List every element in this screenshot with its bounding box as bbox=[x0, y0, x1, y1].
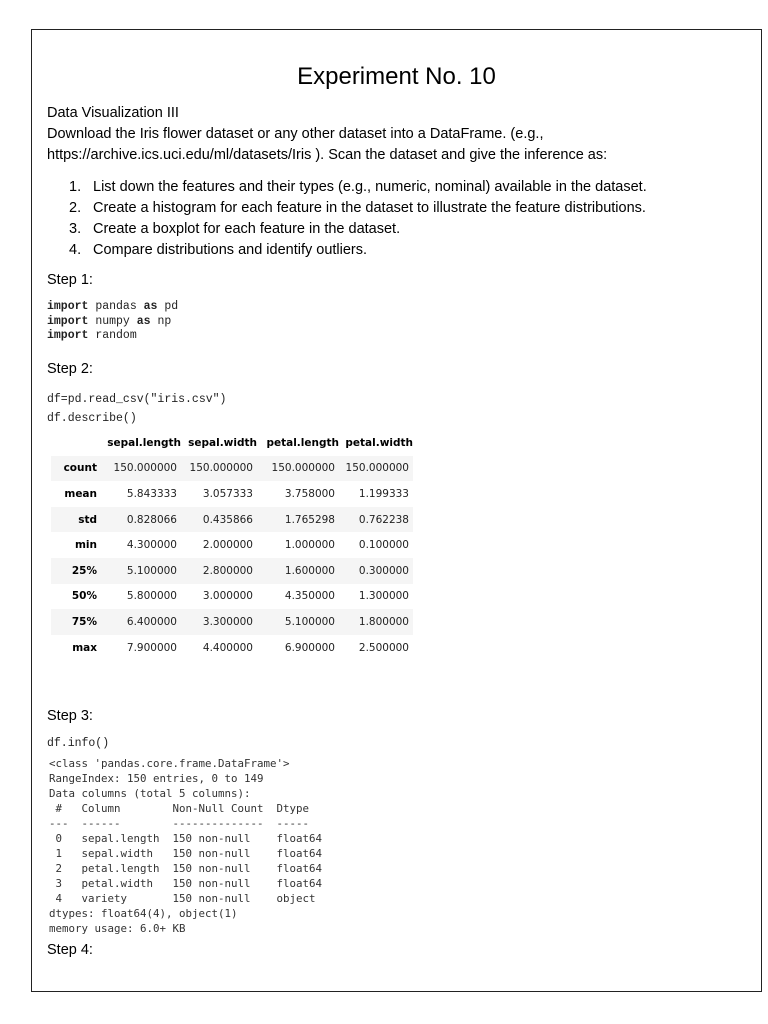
task-text: List down the features and their types (e.g., numeric, nominal) available in the dataset. bbox=[93, 179, 647, 195]
table-cell: 5.100000 bbox=[126, 564, 177, 577]
column-header: sepal.width bbox=[188, 436, 257, 449]
table-cell: 2.800000 bbox=[202, 564, 253, 577]
code-keyword: import bbox=[47, 314, 89, 328]
table-row bbox=[51, 456, 413, 482]
table-cell: 1.800000 bbox=[358, 615, 409, 628]
table-cell: 1.600000 bbox=[284, 564, 335, 577]
task-list bbox=[47, 177, 647, 261]
table-cell: 0.100000 bbox=[358, 539, 409, 552]
row-label: 25% bbox=[71, 564, 97, 577]
table-header-row bbox=[51, 430, 413, 456]
table-cell: 2.000000 bbox=[202, 539, 253, 552]
table-cell: 150.000000 bbox=[345, 462, 409, 475]
table-row bbox=[51, 584, 413, 610]
table-cell: 1.300000 bbox=[358, 590, 409, 603]
task-text: Create a histogram for each feature in the dataset to illustrate the feature distributions. bbox=[93, 200, 646, 216]
info-output: <class 'pandas.core.frame.DataFrame'> RangeIndex: 150 entries, 0 to 149 Data columns (total 5 columns): # Column Non-Null Count Dtype --- ------ -------------- ----- 0 sepal.length 150 non-null float64 1 sepal.width 150 non-null float64 2 petal.length 150 non-null float64 3 petal.width 150 non-null float64 4 variety 150 non-null object dtypes: float64(4), object(1) memory usage: 6.0+ KB bbox=[49, 757, 323, 935]
table-cell: 4.400000 bbox=[202, 641, 253, 654]
table-cell: 6.900000 bbox=[284, 641, 335, 654]
table-row bbox=[51, 609, 413, 635]
table-cell: 6.400000 bbox=[126, 615, 177, 628]
table-cell: 0.300000 bbox=[358, 564, 409, 577]
task-item bbox=[47, 177, 647, 198]
column-header: petal.length bbox=[266, 436, 339, 449]
section-subtitle: Data Visualization III bbox=[47, 105, 179, 121]
table-cell: 3.000000 bbox=[202, 590, 253, 603]
table-row bbox=[51, 532, 413, 558]
step-1-code bbox=[47, 300, 178, 344]
table-cell: 150.000000 bbox=[113, 462, 177, 475]
code-keyword: as bbox=[143, 300, 158, 313]
table-corner bbox=[51, 430, 105, 456]
task-number: 3. bbox=[69, 221, 82, 237]
table-cell: 4.300000 bbox=[126, 539, 177, 552]
describe-table bbox=[51, 430, 413, 660]
code-keyword: import bbox=[47, 300, 89, 313]
table-row bbox=[51, 635, 413, 661]
table-cell: 3.300000 bbox=[202, 615, 253, 628]
table-cell: 1.765298 bbox=[284, 513, 335, 526]
code-text: numpy bbox=[88, 314, 137, 328]
step-3-label: Step 3: bbox=[47, 708, 93, 724]
table-cell: 1.000000 bbox=[284, 539, 335, 552]
table-cell: 1.199333 bbox=[358, 487, 409, 500]
column-header: sepal.length bbox=[107, 436, 181, 449]
table-cell: 2.500000 bbox=[358, 641, 409, 654]
step-2-label: Step 2: bbox=[47, 361, 93, 377]
table-cell: 0.762238 bbox=[358, 513, 409, 526]
task-text: Compare distributions and identify outliers. bbox=[93, 242, 368, 258]
table-row bbox=[51, 558, 413, 584]
step-4-label: Step 4: bbox=[47, 942, 93, 958]
intro-line-1: Download the Iris flower dataset or any other dataset into a DataFrame. (e.g., bbox=[47, 126, 544, 142]
code-text: random bbox=[88, 329, 137, 342]
table-cell: 3.057333 bbox=[202, 487, 253, 500]
table-row bbox=[51, 507, 413, 533]
row-label: min bbox=[74, 539, 97, 552]
code-text: pd bbox=[157, 300, 179, 313]
row-label: std bbox=[78, 513, 97, 526]
document-title: Experiment No. 10 bbox=[297, 63, 496, 90]
task-number: 1. bbox=[69, 179, 82, 195]
row-label: max bbox=[72, 641, 97, 654]
row-label: count bbox=[63, 462, 97, 475]
step-3-code: df.info() bbox=[47, 737, 110, 750]
table-cell: 5.800000 bbox=[126, 590, 177, 603]
code-text: np bbox=[150, 314, 172, 328]
table-cell: 7.900000 bbox=[126, 641, 177, 654]
row-label: 75% bbox=[71, 615, 97, 628]
code-keyword: as bbox=[136, 314, 151, 328]
table-row bbox=[51, 481, 413, 507]
intro-line-2: https://archive.ics.uci.edu/ml/datasets/Iris ). Scan the dataset and give the inference as: bbox=[47, 147, 608, 163]
task-number: 2. bbox=[69, 200, 82, 216]
task-item bbox=[47, 219, 647, 240]
table-cell: 5.100000 bbox=[284, 615, 335, 628]
row-label: mean bbox=[64, 487, 97, 500]
table-cell: 150.000000 bbox=[189, 462, 253, 475]
table-cell: 3.758000 bbox=[284, 487, 335, 500]
step-2-code: df=pd.read_csv("iris.csv") df.describe() bbox=[47, 393, 227, 425]
table-cell: 0.435866 bbox=[202, 513, 253, 526]
task-number: 4. bbox=[69, 242, 82, 258]
column-header: petal.width bbox=[345, 436, 413, 449]
table-cell: 5.843333 bbox=[126, 487, 177, 500]
step-1-label: Step 1: bbox=[47, 272, 93, 288]
task-item bbox=[47, 240, 647, 261]
code-text: pandas bbox=[88, 300, 144, 313]
row-label: 50% bbox=[71, 590, 97, 603]
table-cell: 0.828066 bbox=[126, 513, 177, 526]
task-text: Create a boxplot for each feature in the dataset. bbox=[93, 221, 401, 237]
task-item bbox=[47, 198, 647, 219]
table-cell: 4.350000 bbox=[284, 590, 335, 603]
code-keyword: import bbox=[47, 329, 89, 342]
table-cell: 150.000000 bbox=[271, 462, 335, 475]
